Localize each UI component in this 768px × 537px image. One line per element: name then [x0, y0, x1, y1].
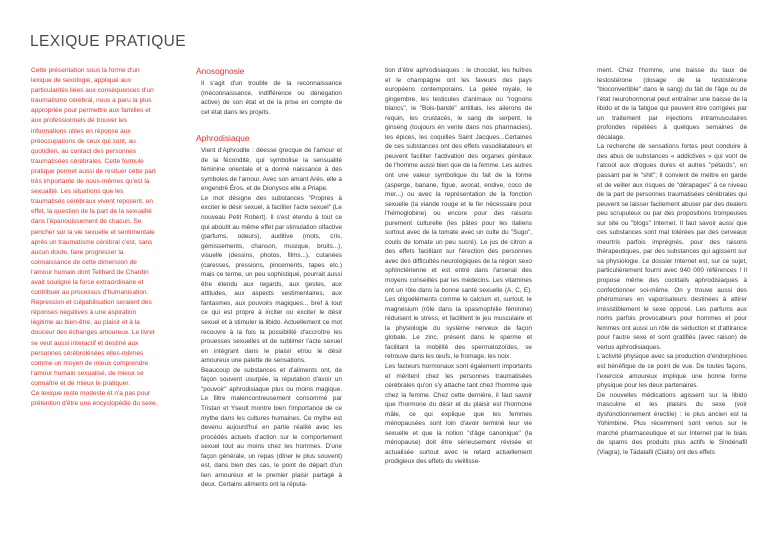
page-title: LEXIQUE PRATIQUE [30, 33, 186, 50]
aphrodisiaque-continued-p2: Les facteurs hormonaux sont également importants et méritent chez les personnes traumatisées cérébrales qu'on s'y attache tant chez l'homme que chez la femme. Chez cette dernière, il faut savoir que l'hormone du désir et du plaisir est l'hormone mâle, ce qui explique que les femmes ménopausées sont loin d'avoir terminé leur vie sexuelle et que la notion "d'âge canonique" (la ménopause) doit être sérieusement révisée et actualisée surtout avec le retard actuellement prodigieux des effets du vieillisse- [385, 362, 532, 466]
aphrodisiaque-continued-p4: La recherche de sensations fortes peut conduire à des abus de substances « addictives » qui vont de l'alcool aux drogues dures et autres "pétards", en passant par le "shit"; Il convient de mettre en garde et de veiller aux risques de "dérapages" à ce niveau de la part de personnes traumatisées cérébrales qui peuvent se laisser facilement abuser par des dealers peu scrupuleux ou par des propositions trompeuses sur site ou "blogs" Internet. Il faut savoir aussi que ces substances sont mal tolérées par des cerveaux meurtris parfois imprégnés, pour des raisons thérapeutiques, par des substances qui agissent sur sa physiologie. Le dossier Internet est, sur ce sujet, particulièrement fourni avec 940 000 références ! Il propose même des cocktails aphrodisiaques à confectionner soi-même. On y trouve aussi des phéromones en vaporisateurs destinées à attirer irrésistiblement le sexe opposé. Les parfums aux noms parfois provocateurs pour hommes et pour femmes ont aussi un rôle de séduction et d'attirance pour l'autre sexe et sont gratifiés (avec raison) de vertus aphrodisiaques. [597, 143, 747, 351]
aphrodisiaque-continued-p1: tion d'être aphrodisiaques : le chocolat, les huîtres et le champagne ont les faveurs des pays européens contemporains. La gelée royale, le gingembre, les testicules d'animaux ou "rognons blancs", le "Bois-bandé" antillais, les ailerons de requin, les crustacés, le sang de serpent, le ginseng (toujours en vente dans nos pharmacies), les épices, les coquilles Saint Jacques...Certaines de ces substances ont des effets vasodilatateurs et peuvent faciliter l'activation des organes génitaux de l'homme aussi bien que de la femme. Les autres ont une valeur symbolique du fait de la forme (asperge, banane, figue, avocat, endive, coco de mer...) ou avec la représentation de la fonction sexuelle (la viande rouge et le fer nécessaire pour l'hémoglobine) ou encore pour des raisons purement culturelle (les pâtes pour les italiens surtout avec de la tomate avec un culte du "Sugo", coulis de tomate un peu sucré). Le jus de citron a des effets facilitant sur l'érection des personnes avec des difficultés neurologiques de la région sexo sphinctérienne et est entré dans l'arsenal des moyens conseillés par les médecins. Les vitamines ont un rôle dans la bonne santé sexuelle (A, C, E). Les oligoéléments comme le calcium et, surtout, le magnésium (rôle dans la spasmophilie féminine) réduisent le stress, et facilitent le jeu musculaire et la physiologie du système nerveux de façon globale. Le zinc, présent dans le sperme et facilitant la mobilité des spermatozoïdes, se retrouve dans les œufs, le fromage, les noix. [385, 67, 532, 361]
aphrodisiaque-continued-p6: De nouvelles médications agissent sur la libido masculine et les plaisirs du sexe (voir dysfonctionnement érectile) : le plus ancien est la Yohimbine. Plus récemment sont venus sur le marché pharmaceutique et sur Internet par le biais de spams des produits plus actifs le Sindénafil (Viagra), le Tadalafil (Cialis) ont des effets [597, 391, 747, 456]
definition-aphrodisiaque-p1: Vient d'Aphrodite : déesse grecque de l'amour et de la fécondité, qui symbolise la sensualité féminine orientale et a donné naissance à des symboles de l'amour. Avec son amant Arès, elle a engendré Éros, et de Dionysos elle a Priape. [201, 147, 342, 193]
aphrodisiaque-continued-p5: L'activité physique avec sa production d'endorphines est bénéfique de ce point de vue. De toutes façons, l'exercice amoureux implique une bonne forme physique pour les deux partenaires. [597, 353, 747, 390]
intro-column [31, 66, 159, 534]
aphrodisiaque-continued-p3: ment. Chez l'homme, une baisse du taux de testostérone (dosage de la testostérone "bioconvertible" dans le sang) du fait de l'âge ou de l'état neurohormonal peut entraîner une baisse de la libido et de la fatigue qui peuvent être corrigées par un traitement par injections intramusculaires profondes répétées à quelques semaines de décalage. [597, 67, 747, 141]
lexicon-column-2 [385, 66, 532, 534]
intro-paragraph-2: Ce lexique reste modeste et n'a pas pour prétention d'être une encyclopédie du sexe. [31, 390, 158, 408]
lexicon-column-3 [597, 66, 747, 534]
term-anosognosie: Anosognosie [196, 66, 245, 76]
definition-aphrodisiaque-p2: Le mot désigne des substances "Propres à exciter le désir sexuel, à faciliter l'acte sexuel" (Le nouveau Petit Robert). Il s'est étendu à tout ce qui aboutit au même effet par stimulation olfactive (parfums, odeurs), auditive (mots, cris, gémissements, chanson, musique, bruits...), visuelle (dessins, photos, films...), cutanées (caresses, pressions, pincements, tapes etc.) mais ce terme, un peu sophistiqué, pourrait aussi être étendu aux regards, aux gestes, aux attitudes, aux aspects vestimentaires, aux fantasmes, aux pouvoirs magiques... bref à tout ce qui est propre à inciter ou exciter le désir sexuel et à stimuler la libido. Actuellement ce mot recouvre à la fois la possibilité d'accroître les prouesses sexuelles et de sublimer l'acte sexuel en intégrant dans le plaisir et/ou le désir amoureux une palette de sensations. [201, 194, 342, 365]
lexicon-column-1 [196, 66, 342, 534]
definition-anosognosie: Il s'agit d'un trouble de la reconnaissance (méconnaissance, indifférence ou dénégation active) de son état et de la prise en compte de cet état dans les projets. [201, 80, 342, 116]
intro-paragraph: Cette présentation sous la forme d'un lexique de sexologie, appliqué aux particularités liées aux conséquences d'un traumatisme cérébral, nous a paru la plus appropriée pour permettre aux familles et aux professionnels de trouver les informations utiles en réponse aux préoccupations de ceux qui sont, au quotidien, au contact des personnes traumatisées cérébrales. Cette formule pratique permet aussi de resituer cette part très importante de nous-mêmes qu'est la sexualité. Les situations que les traumatisés cérébraux vivent reposent, en effet, la question de la part de la sexualité dans l'épanouissement de chacun. Se pencher sur la vie sexuelle et sentimentale après un traumatisme cérébral c'est, sans aucun doute, faire progresser la connaissance de cette dimension de l'amour humain dont Teilhard de Chardin avait souligné la force extraordinaire et contribuer au processus d'humanisation. Répression et culpabilisation seraient des réponses négatives à une aspiration légitime au bien-être, au plaisir et à la douceur des échanges amoureux. Le livret se veut aussi interactif et destiné aux personnes cérébrolésées elles-mêmes comme un moyen de mieux comprendre l'amour humain sexualisé, de mieux se connaître et de mieux le pratiquer. [31, 67, 156, 387]
term-aphrodisiaque: Aphrodisiaque [196, 133, 250, 144]
definition-aphrodisiaque-p3: Beaucoup de substances et d'aliments ont, de façon souvent usurpée, la réputation d'avoir un "pouvoir" aphrodisiaque plus ou moins magique. Le filtre malencontreusement consommé par Tristan et Yseult montre bien l'importance de ce mythe dans les cultures humaines. Ce mythe est devenu aujourd'hui en partie réalité avec les procédés actuels d'action sur le comportement sexuel tout au moins chez les hommes. D'une façon générale, un repas (dîner le plus souvent) est, dans bien des cas, le point de départ d'un lien amoureux et le premier plaisir partagé à deux. Certains aliments ont la réputa- [201, 366, 342, 489]
